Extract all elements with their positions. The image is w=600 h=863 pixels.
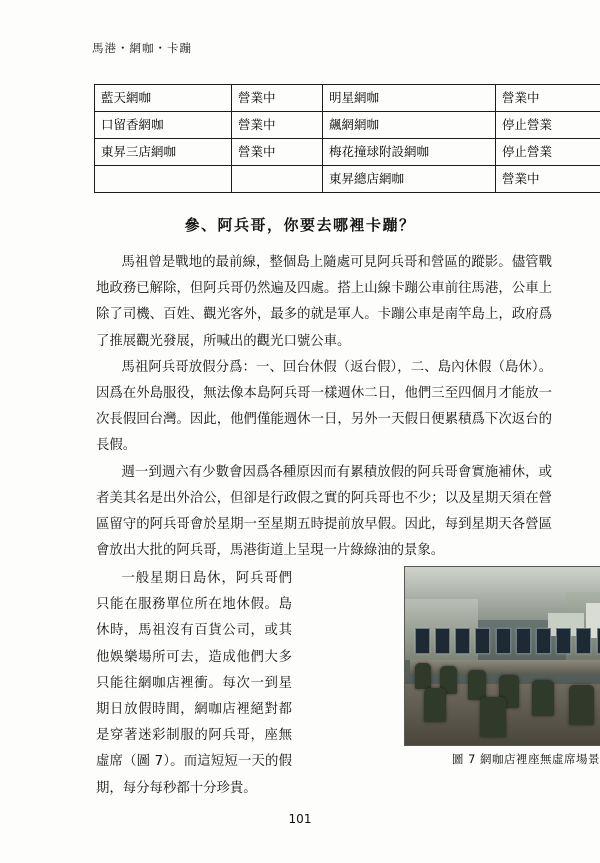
section-heading: 參、阿兵哥，你要去哪裡卡蹦？: [184, 216, 416, 234]
paragraph-3: 週一到週六有少數會因爲各種原因而有累積放假的阿兵哥會實施補休，或者美其名是出外洽公，但卻是行政假之實的阿兵哥也不少；以及星期天須在營區留守的阿兵哥會於星期一至星期五時提前放早假。因此，每到星期天各營區會放出大批的阿兵哥，馬港街道上呈現一片綠綠油的景象。: [96, 464, 552, 559]
cell-status-left: 營業中: [232, 139, 323, 166]
cell-status-right: 停止營業: [496, 112, 600, 139]
internet-cafe-photo: [404, 566, 600, 746]
paragraph-2: 馬祖阿兵哥放假分爲：一、回台休假（返台假），二、島內休假（島休）。因爲在外島服役，無法像本島阿兵哥一樣週休二日，他們三至四個月才能放一次長假回台灣。因此，他們僅能週休一日，另外一天假日便累積爲下次返台的長假。: [96, 359, 552, 454]
cell-name-left: [95, 166, 232, 193]
photo-seated-soldiers: [410, 656, 600, 741]
table-row: [95, 85, 600, 112]
cell-name-left: 口留香網咖: [95, 112, 232, 139]
body-text: [96, 250, 552, 564]
cell-status-left: 營業中: [232, 112, 323, 139]
table-row: [95, 139, 600, 166]
cell-name-left: 藍天網咖: [95, 85, 232, 112]
cell-status-right: 停止營業: [496, 139, 600, 166]
cell-name-left: 東昇三店網咖: [95, 139, 232, 166]
cell-name-right: 東昇總店網咖: [323, 166, 496, 193]
cell-name-right: 飆網網咖: [323, 112, 496, 139]
running-header: 馬港・網咖・卡蹦: [92, 41, 192, 55]
cell-name-right: 明星網咖: [323, 85, 496, 112]
wrapped-section: [96, 566, 600, 796]
paragraph-4: 一般星期日島休，阿兵哥們只能在服務單位所在地休假。島休時，馬祖沒有百貨公司，或其他娛樂場所可去，造成他們大多只能往網咖店裡衝。每次一到星期日放假時間，網咖店裡絕對都是穿著迷彩制服的阿兵哥，座無虛席（圖 7）。而這短短一天的假期，每分每秒都十分珍貴。: [96, 571, 292, 796]
cell-status-left: 營業中: [232, 85, 323, 112]
table-row: [95, 112, 600, 139]
page-number: 101: [288, 812, 312, 826]
table-row: [95, 166, 600, 193]
paragraph-1: 馬祖曾是戰地的最前線，整個島上隨處可見阿兵哥和營區的蹤影。儘管戰地政務已解除，但阿兵哥仍然遍及四處。搭上山線卡蹦公車前往馬港，公車上除了司機、百姓、觀光客外，最多的就是軍人。卡蹦公車是南竿島上，政府爲了推展觀光發展，所喊出的觀光口號公車。: [96, 255, 552, 349]
cell-status-left: [232, 166, 323, 193]
table-body: [95, 85, 600, 193]
cell-status-right: 營業中: [496, 166, 600, 193]
cell-name-right: 梅花撞球附設網咖: [323, 139, 496, 166]
wrapped-text-column: [96, 566, 292, 802]
internet-cafe-table: [94, 84, 600, 193]
figure-caption: 圖 7 網咖店裡座無虛席場景: [451, 752, 600, 766]
figure-7: [404, 566, 600, 767]
cell-status-right: 營業中: [496, 85, 600, 112]
